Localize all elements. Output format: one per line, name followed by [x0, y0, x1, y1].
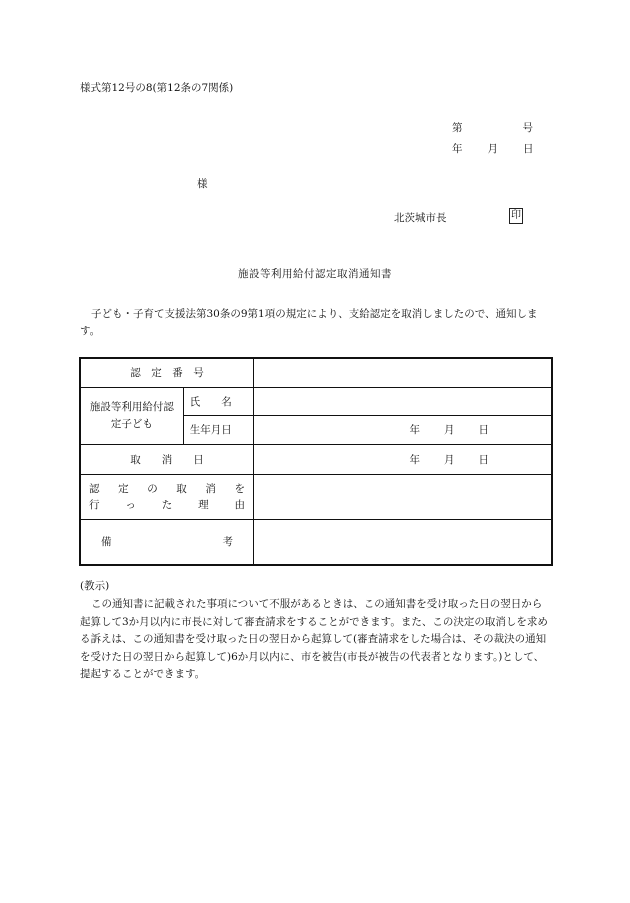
cancel-year: 年: [409, 453, 420, 466]
sender-name: 北茨城市長: [394, 212, 447, 224]
issue-date-row: [452, 139, 534, 160]
name-label: 氏 名: [183, 387, 253, 415]
cancel-date-row: [80, 444, 552, 474]
birth-day: 日: [478, 424, 489, 436]
reason-char: っ: [125, 498, 136, 511]
issue-day: 日: [523, 143, 534, 155]
reason-label: [80, 474, 254, 519]
birthdate-value: [254, 415, 553, 444]
document-number-date-block: [452, 118, 534, 160]
remarks-left: 備: [101, 536, 112, 549]
cancel-date-label: 取 消 日: [80, 444, 254, 474]
child-label: 施設等利用給付認定子ども: [80, 387, 183, 444]
birth-month: 月: [444, 424, 455, 436]
issue-month: 月: [487, 143, 498, 155]
number-go: 号: [522, 122, 533, 134]
lead-paragraph: 子ども・子育て支援法第30条の9第1項の規定により、支給認定を取消しましたので、通知します。: [80, 308, 538, 337]
reason-char: 行: [89, 498, 100, 511]
cert-number-label: 認 定 番 号: [80, 358, 254, 387]
issue-year: 年: [452, 143, 463, 155]
document-number-row: [452, 118, 534, 139]
remarks-row: [80, 519, 552, 565]
reason-char: 認: [89, 482, 100, 495]
instruction-heading: (教示): [80, 580, 110, 592]
cancel-day: 日: [478, 453, 489, 466]
recipient-suffix: 様: [197, 178, 208, 190]
child-name-row: [80, 387, 552, 415]
name-value: [254, 387, 553, 415]
reason-char: を: [234, 482, 245, 495]
reason-char: 由: [234, 498, 245, 511]
reason-char: の: [147, 482, 158, 495]
birthdate-label: 生年月日: [183, 415, 253, 444]
reason-char: 定: [118, 482, 129, 495]
cert-number-row: [80, 358, 552, 387]
number-dai: 第: [452, 122, 463, 134]
instruction-body: この通知書に記載された事項について不服があるときは、この通知書を受け取った日の翌日から起算して3か月以内に市長に対して審査請求をすることができます。また、この決定の取消しを求める訴えは、この通知書を受け取った日の翌日から起算して(審査請求をした場合は、その裁決の通知を受けた日の翌日から起算して)6か月以内に、市を被告(市長が被告の代表者となります。)として、提起することができます。: [80, 598, 548, 680]
cancel-month: 月: [444, 453, 455, 466]
remarks-value: [254, 519, 553, 565]
reason-value: [254, 474, 553, 519]
remarks-label: [80, 519, 254, 565]
reason-char: 理: [198, 498, 209, 511]
reason-line-1: [89, 481, 245, 497]
reason-char: 消: [205, 482, 216, 495]
form-number: 様式第12号の8(第12条の7関係): [80, 82, 234, 94]
reason-char: 取: [176, 482, 187, 495]
cert-number-value: [254, 358, 553, 387]
birth-year: 年: [409, 424, 420, 436]
cancel-date-value: [254, 444, 553, 474]
notice-table: [79, 357, 553, 566]
reason-line-2: [89, 497, 245, 513]
reason-char: た: [161, 498, 173, 511]
reason-row: [80, 474, 552, 519]
page-title: 施設等利用給付認定取消通知書: [238, 268, 392, 280]
remarks-right: 考: [222, 536, 233, 549]
seal-mark: 印: [509, 208, 523, 224]
